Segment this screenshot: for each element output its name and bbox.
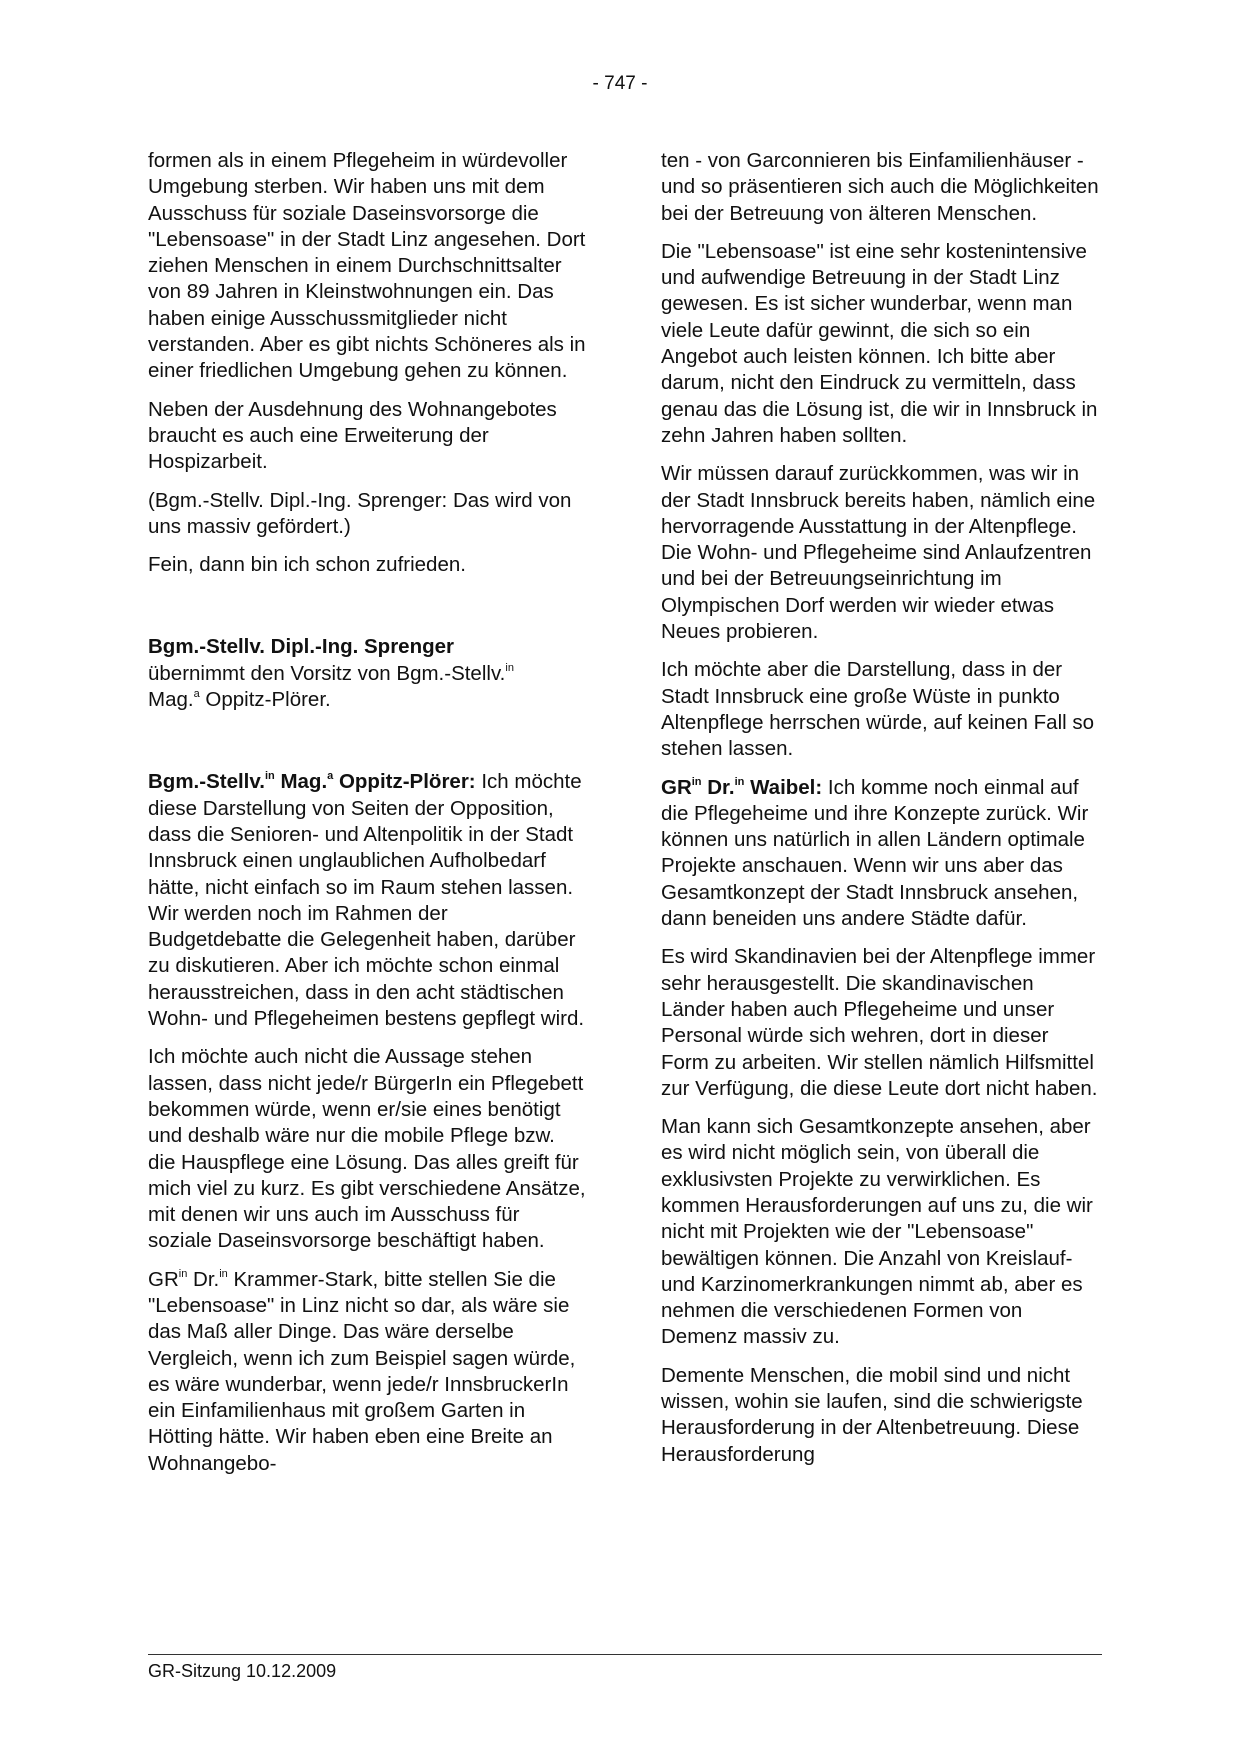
paragraph: Demente Menschen, die mobil sind und nicht wissen, wohin sie laufen, sind die schwierigste Herausforderung in der Altenbetreuung. Diese Herausforderung [661,1363,1083,1466]
chair-change-note: Bgm.-Stellv. Dipl.-Ing. Sprenger übernimmt den Vorsitz von Bgm.-Stellv.$^{in}$ Mag.$^a$ Oppitz-Plörer. [148,635,514,712]
paragraph: Fein, dann bin ich schon zufrieden. [148,553,466,577]
right-column [661,148,1099,1480]
paragraph: Die "Lebensoase" ist eine sehr kostenintensive und aufwendige Betreuung in der Stadt Linz gewesen. Es ist sicher wunderbar, wenn man viele Leute dafür gewinnt, die sich so ein Angebot auch leisten können. Ich bitte aber darum, nicht den Eindruck zu vermitteln, dass genau das die Lösung ist, die wir in Innsbruck in zehn Jahren haben sollten. [661,239,1098,447]
left-column [148,148,586,1489]
speech-paragraph: $GR^{in}$ Dr.$^{in}$ Waibel: Ich komme noch einmal auf die Pflegeheime und ihre Konzepte zurück. Wir können uns natürlich in allen Ländern optimale Projekte anschauen. Wenn wir uns aber das Gesamtkonzept der Stadt Innsbruck ansehen, dann beneiden uns andere Städte dafür. [661,775,1089,931]
interjection: (Bgm.-Stellv. Dipl.-Ing. Sprenger: Das wird von uns massiv gefördert.) [148,488,572,538]
paragraph: Es wird Skandinavien bei der Altenpflege immer sehr herausgestellt. Die skandinavischen Länder haben auch Pflegeheime und unser Personal würde sich wehren, dort in dieser Form zu arbeiten. Wir stellen nämlich Hilfsmittel zur Verfügung, die diese Leute dort nicht haben. [661,945,1098,1100]
paragraph: Wir müssen darauf zurückkommen, was wir in der Stadt Innsbruck bereits haben, nämlich eine hervorragende Ausstattung in der Altenpflege. Die Wohn- und Pflegeheime sind Anlaufzentren und bei der Betreuungseinrichtung im Olympischen Dorf werden wir wieder etwas Neues probieren. [661,462,1096,644]
paragraph: Neben der Ausdehnung des Wohnangebotes braucht es auch eine Erweiterung der Hospizarbeit. [148,397,557,474]
speech-paragraph: Bgm.-Stellv.$^{in}$ Mag.$^a$ Oppitz-Plörer: Ich möchte diese Darstellung von Seiten der Opposition, dass die Senioren- und Altenpolitik in der Stadt Innsbruck einen unglaublichen Aufholbedarf hätte, nicht einfach so im Raum stehen lassen. Wir werden noch im Rahmen der Budgetdebatte die Gelegenheit haben, darüber zu diskutieren. Aber ich möchte schon einmal herausstreichen, dass in den acht städtischen Wohn- und Pflegeheimen bestens gepflegt wird. [148,770,585,1031]
paragraph: ten - von Garconnieren bis Einfamilienhäuser - und so präsentieren sich auch die Möglichkeiten bei der Betreuung von älteren Menschen. [661,149,1099,225]
speaker-name: $GR^{in}$ Dr.$^{in}$ Waibel: [661,775,823,799]
footer-divider [148,1654,1102,1655]
paragraph: formen als in einem Pflegeheim in würdevoller Umgebung sterben. Wir haben uns mit dem Ausschuss für soziale Daseinsvorsorge die "Lebensoase" in der Stadt Linz angesehen. Dort ziehen Menschen in einem Durchschnittsalter von 89 Jahren in Kleinstwohnungen ein. Das haben einige Ausschussmitglieder nicht verstanden. Aber es gibt nichts Schöneres als in einer friedlichen Umgebung gehen zu können. [148,149,586,383]
paragraph: Man kann sich Gesamtkonzepte ansehen, aber es wird nicht möglich sein, von überall die exklusivsten Projekte zu verwirklichen. Es kommen Herausforderungen auf uns zu, die wir nicht mit Projekten wie der "Lebensoase" bewältigen können. Die Anzahl von Kreislauf- und Karzinomerkrankungen nimmt ab, aber es nehmen die verschiedenen Formen von Demenz massiv zu. [661,1115,1093,1349]
paragraph: Ich möchte aber die Darstellung, dass in der Stadt Innsbruck eine große Wüste in punkto Altenpflege herrschen würde, auf keinen Fall so stehen lassen. [661,658,1095,761]
paragraph: $GR^{in}$ Dr.$^{in}$ Krammer-Stark, bitte stellen Sie die "Lebensoase" in Linz nicht so dar, als wäre sie das Maß aller Dinge. Das wäre derselbe Vergleich, wenn ich zum Beispiel sagen würde, es wäre wunderbar, wenn jede/r InnsbruckerIn ein Einfamilienhaus mit großem Garten in Hötting hätte. Wir haben eben eine Breite an Wohnangebo- [148,1267,576,1475]
speaker-name: Bgm.-Stellv. Dipl.-Ing. Sprenger [148,635,455,659]
speaker-name: Bgm.-Stellv.$^{in}$ Mag.$^a$ Oppitz-Plörer: [148,770,476,794]
page-number: - 747 - [592,73,648,94]
footer-session-date: GR-Sitzung 10.12.2009 [148,1661,337,1681]
paragraph: Ich möchte auch nicht die Aussage stehen lassen, dass nicht jede/r BürgerIn ein Pflegebett bekommen würde, wenn er/sie eines benötigt und deshalb wäre nur die mobile Pflege bzw. die Hauspflege eine Lösung. Das alles greift für mich viel zu kurz. Es gibt verschiedene Ansätze, mit denen wir uns auch im Ausschuss für soziale Daseinsvorsorge beschäftigt haben. [148,1045,586,1253]
